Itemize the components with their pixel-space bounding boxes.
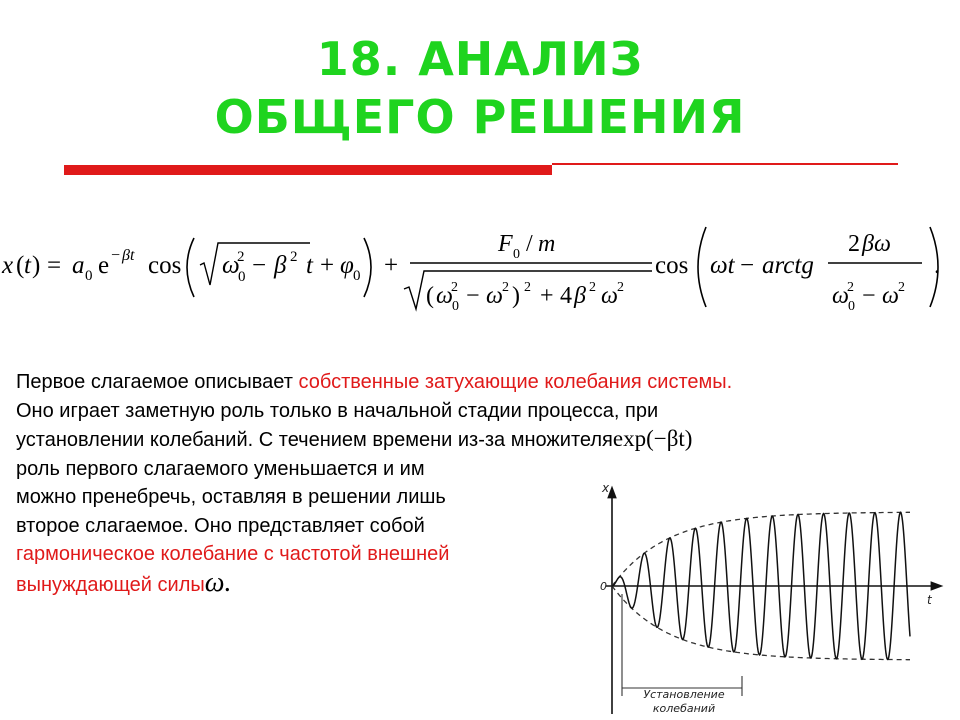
exp-factor: exp(−βt)	[612, 426, 693, 451]
svg-text:ω: ω	[222, 252, 240, 279]
svg-text:ω: ω	[486, 283, 503, 309]
title-underline-thick	[64, 165, 552, 175]
svg-text:arctg: arctg	[762, 252, 814, 279]
oscillation-figure	[592, 476, 954, 720]
x-axis-label: t	[927, 593, 932, 607]
text-line: роль первого слагаемого уменьшается и им	[16, 457, 425, 480]
highlight-harmonic-oscillation: гармоническое колебание с частотой внешней	[16, 543, 450, 565]
svg-text:0: 0	[353, 268, 361, 284]
svg-text:/: /	[526, 231, 533, 257]
svg-text:2: 2	[237, 249, 245, 265]
svg-text:cos: cos	[655, 252, 689, 279]
text-line: можно пренебречь, оставляя в решении лишь	[16, 486, 446, 508]
svg-text:2: 2	[848, 231, 860, 257]
svg-text:2: 2	[451, 280, 458, 295]
settling-bracket	[622, 594, 742, 696]
svg-text:): )	[512, 283, 520, 309]
svg-text:=: =	[47, 252, 62, 279]
svg-text:(: (	[426, 283, 434, 309]
svg-text:2: 2	[290, 249, 298, 265]
svg-text:cos: cos	[148, 252, 182, 279]
svg-text:+: +	[320, 252, 335, 279]
svg-text:x: x	[2, 252, 14, 279]
svg-text:−: −	[111, 247, 121, 264]
svg-text:m: m	[538, 231, 556, 257]
svg-text:−: −	[740, 252, 755, 279]
omega-symbol: ω.	[204, 566, 232, 598]
text-line: Оно играет заметную роль только в начальной стадии процесса, при	[16, 399, 659, 422]
svg-text:βω: βω	[862, 231, 891, 257]
svg-text:): )	[32, 252, 41, 279]
text-fragment: Первое слагаемое описывает	[16, 371, 299, 393]
svg-text:ω: ω	[601, 283, 618, 309]
text-line	[16, 425, 960, 455]
highlight-natural-oscillations: собственные затухающие колебания системы.	[298, 371, 733, 393]
caption-line-1: Установление	[643, 688, 725, 701]
svg-text:0: 0	[848, 299, 855, 314]
title-underline-thin	[552, 163, 898, 165]
svg-text:β: β	[274, 252, 287, 279]
svg-text:4: 4	[560, 283, 572, 309]
origin-label: 0	[600, 580, 607, 593]
y-axis-label: x	[602, 481, 610, 495]
svg-text:0: 0	[513, 247, 520, 262]
envelope-upper	[612, 512, 910, 586]
svg-text:2: 2	[502, 280, 509, 295]
general-solution-formula	[0, 205, 960, 325]
svg-text:0: 0	[238, 269, 246, 285]
svg-text:−: −	[252, 252, 267, 279]
highlight-driving-force: вынуждающей силы	[16, 573, 205, 596]
svg-text:β: β	[574, 283, 586, 309]
text-line: второе слагаемое. Оно представляет собой	[16, 514, 425, 537]
svg-text:2: 2	[898, 280, 905, 295]
text-line	[16, 368, 960, 397]
text-fragment: установлении колебаний. С течением времени из-за множителя	[16, 429, 613, 451]
caption-line-2: колебаний	[652, 702, 716, 715]
svg-text:ω: ω	[436, 283, 453, 309]
svg-text:t: t	[306, 252, 313, 279]
svg-text:2: 2	[847, 280, 854, 295]
svg-text:+: +	[384, 252, 399, 279]
svg-text:F: F	[498, 231, 513, 257]
svg-text:2: 2	[617, 280, 624, 295]
svg-text:0: 0	[85, 268, 93, 284]
svg-text:.: .	[934, 252, 941, 279]
svg-text:φ: φ	[340, 252, 354, 279]
svg-text:t: t	[24, 252, 31, 279]
svg-text:2: 2	[589, 280, 596, 295]
svg-text:βt: βt	[122, 247, 135, 264]
svg-text:e: e	[98, 252, 110, 279]
svg-text:ωt: ωt	[710, 252, 735, 279]
svg-text:a: a	[72, 252, 85, 279]
svg-text:2: 2	[524, 280, 531, 295]
svg-text:−: −	[862, 283, 876, 309]
svg-text:0: 0	[452, 299, 459, 314]
svg-text:ω: ω	[832, 283, 849, 309]
svg-text:(: (	[16, 252, 25, 279]
slide-title-line-1: 18. АНАЛИЗ	[316, 32, 644, 86]
slide-title-line-2: ОБЩЕГО РЕШЕНИЯ	[214, 90, 746, 144]
svg-text:+: +	[540, 283, 554, 309]
svg-text:ω: ω	[882, 283, 899, 309]
svg-text:−: −	[466, 283, 480, 309]
